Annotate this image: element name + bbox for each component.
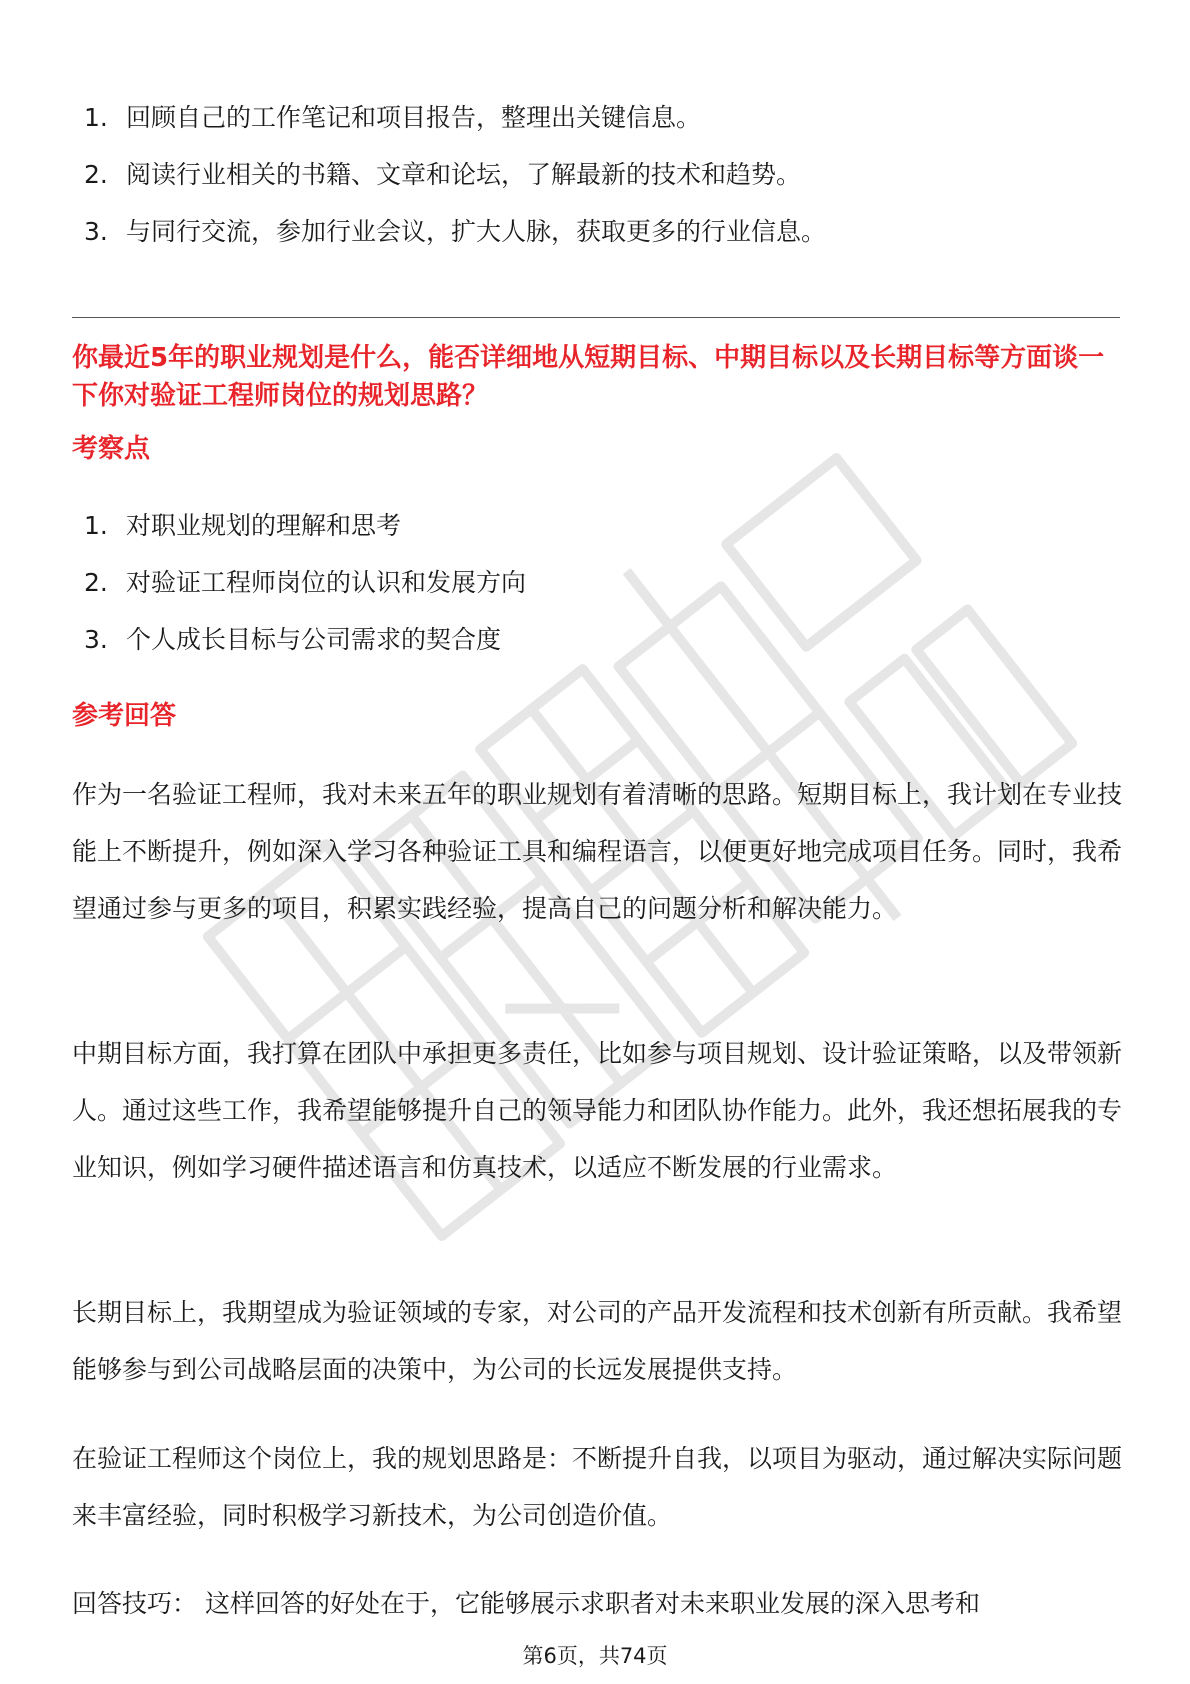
answer-paragraph: 在验证工程师这个岗位上，我的规划思路是：不断提升自我，以项目为驱动，通过解决实际问题来丰富经验，同时积极学习新技术，为公司创造价值。 [72,1444,1123,1530]
answer-paragraph: 中期目标方面，我打算在团队中承担更多责任，比如参与项目规划、设计验证策略，以及带领新人。通过这些工作，我希望能够提升自己的领导能力和团队协作能力。此外，我还想拓展我的专业知识，例如学习硬件描述语言和仿真技术，以适应不断发展的行业需求。 [72,1039,1123,1182]
list-item [84,157,826,193]
list-number: 1. [84,511,108,540]
list-item [84,508,526,544]
list-number: 3. [84,625,108,654]
exam-points-title: 考察点 [72,434,151,464]
list-item-text: 回顾自己的工作笔记和项目报告，整理出关键信息。 [126,103,702,132]
exam-points-list [84,508,526,679]
list-number: 2. [84,160,108,189]
list-item-text: 个人成长目标与公司需求的契合度 [126,625,502,654]
answer-paragraph: 长期目标上，我期望成为验证领域的专家，对公司的产品开发流程和技术创新有所贡献。我希望能够参与到公司战略层面的决策中，为公司的长远发展提供支持。 [72,1298,1123,1384]
list-item-text: 对验证工程师岗位的认识和发展方向 [126,568,527,597]
answer-paragraph: 作为一名验证工程师，我对未来五年的职业规划有着清晰的思路。短期目标上，我计划在专业技能上不断提升，例如深入学习各种验证工具和编程语言，以便更好地完成项目任务。同时，我希望通过参与更多的项目，积累实践经验，提高自己的问题分析和解决能力。 [72,780,1123,923]
list-number: 2. [84,568,108,597]
answer-tips-paragraph: 回答技巧： 这样回答的好处在于，它能够展示求职者对未来职业发展的深入思考和 [72,1589,980,1618]
page-number-footer: 第6页，共74页 [522,1644,668,1668]
list-item-text: 与同行交流，参加行业会议，扩大人脉，获取更多的行业信息。 [126,217,827,246]
list-item [84,565,526,601]
list-item [84,622,526,658]
list-item [84,100,826,136]
list-item-text: 阅读行业相关的书籍、文章和论坛，了解最新的技术和趋势。 [126,160,802,189]
answer-title: 参考回答 [72,701,177,731]
list-item [84,214,826,250]
list-number: 3. [84,217,108,246]
list-item-text: 对职业规划的理解和思考 [126,511,402,540]
top-list [84,100,826,271]
list-number: 1. [84,103,108,132]
question-heading: 你最近5年的职业规划是什么，能否详细地从短期目标、中期目标以及长期目标等方面谈一下你对验证工程师岗位的规划思路？ [72,343,1105,411]
section-divider [72,317,1120,318]
